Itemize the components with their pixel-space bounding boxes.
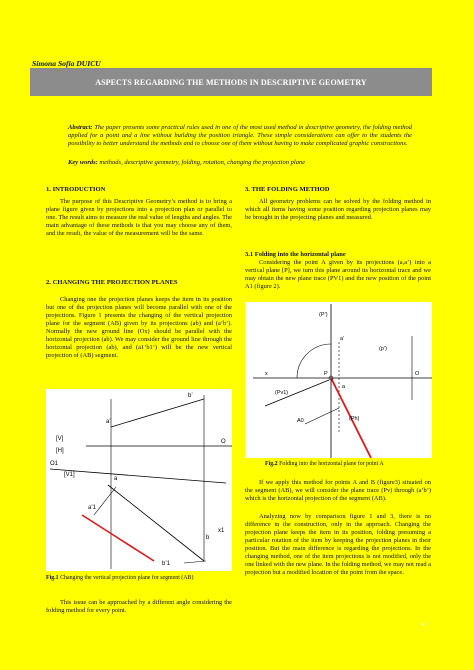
- changing-text: Changing one the projection planes keeps the item in its position but one of the projection planes will become parallel with one of the projections. Figure 1 presents the changing of the vertical projection plane for the segment (AB) given by its projections (ab) and (a’b’). Normally the new ground line (Ox) should be parallel with the horizontal projection (ab). We may consider the ground line through the horizontal projection (ab), and (a1’b1’) will be the new vertical projection of (AB) segment.: [46, 296, 232, 360]
- label-v1: [V1]: [64, 472, 75, 478]
- label-ph: (Ph): [349, 416, 360, 422]
- fig2-caption: [265, 461, 431, 467]
- label-b1-prime: b’1: [162, 561, 171, 567]
- issue-text: This issue can be approached by a different angle considering the folding method for every point.: [46, 599, 232, 615]
- page-number: 41: [421, 622, 427, 628]
- label-a0: A0: [297, 418, 304, 424]
- keywords-text: methods, descriptive geometry, folding, rotation, changing the projection plane: [99, 159, 306, 166]
- fig1-caption-text: Changing the vertical projection plane for segment (AB): [60, 575, 194, 581]
- intro-heading: 1. INTRODUCTION: [46, 186, 106, 193]
- abstract-text: The paper presents some practical rules used in one of the most used method in descriptive geometry, the folding method applied for a point and a line without building the position triangle. These simple considerations can offer to the students the possibility to better understand the methods and to choose one of them without having to make complicated graphic constructions.: [68, 124, 412, 148]
- folding-text: All geometry problems can be solved by the folding method in which all items having some position regarding projection planes may be brought in the projecting planes and measured.: [245, 198, 431, 222]
- label-p-prime-lower: (p’): [379, 346, 387, 352]
- keywords-label: Key words:: [68, 159, 98, 166]
- label-a-prime: a’: [340, 336, 345, 342]
- figure-2-frame: [245, 302, 432, 458]
- sub-text: Considering the point A given by its projections (a,a’) into a vertical plane [P], we turn this plane around its horizontal trace and we may obtain the new plane trace (PV1) and the new position of the point A1 (figure 2).: [245, 259, 431, 291]
- label-o: O: [415, 371, 420, 377]
- sub-heading: 3.1 Folding into the horizontal plane: [245, 251, 346, 258]
- folding-heading: 3. THE FOLDING METHOD: [245, 186, 330, 193]
- title-bar: [30, 68, 432, 96]
- fig1-caption-label: Fig.1: [46, 575, 59, 581]
- label-x: x: [265, 371, 268, 377]
- label-a1-prime: a’1: [88, 505, 97, 511]
- fig1-caption: [46, 575, 232, 581]
- fig2-caption-text: Folding into the horizontal plane for point A: [279, 461, 384, 467]
- author-name: Simona Sofia DUICU: [32, 59, 101, 68]
- label-a-prime: a’: [106, 419, 111, 425]
- label-o: O: [221, 439, 226, 445]
- keywords: [68, 159, 412, 166]
- figure-2: [245, 302, 432, 458]
- analyzing-text: Analyzing now by comparison figure 1 and 3, there is no difference in the construction, only in the approach. Changing the projection plane keeps the item in its position, folding presuming a particular rotation of the item by keeping the projection planes in their position. But the main difference is regarding the projections. In the changing method, one of the item projections is not modified, only the one linked with the new plane. In the folding method, we may not read a projection but a modified location of the point from the space.: [245, 513, 431, 577]
- label-h: [H]: [56, 448, 64, 454]
- abstract-label: Abstract:: [68, 124, 93, 131]
- label-o1: O1: [50, 461, 59, 467]
- label-p: P: [324, 371, 328, 377]
- label-b-prime: b’: [188, 393, 193, 399]
- label-x1: x1: [218, 528, 225, 534]
- label-pv1: (Pv1): [275, 390, 289, 396]
- label-v: [V]: [56, 436, 64, 442]
- changing-heading: 2. CHANGING THE PROJECTION PLANES: [46, 279, 178, 286]
- label-p-prime: (P’): [319, 312, 328, 318]
- intro-text: The purpose of this Descriptive Geometry’s method is to bring a plane figure given by projections into a projection plan or parallel to one. The result aims to measure the real value of lengths and angles. The main advantage of these methods is that you may choose any of them, and the result, the value of the measurement will be the same.: [46, 198, 232, 238]
- abstract: [68, 124, 412, 148]
- fig2-caption-label: Fig.2: [265, 461, 278, 467]
- label-a: a: [342, 384, 346, 390]
- apply-text: If we apply this method for points A and B (figure3) situated on the segment (AB), we will consider the plane trace (Pv) through (a’b’) which is the horizontal projection of the segment (AB).: [245, 479, 431, 503]
- label-b: b: [206, 535, 210, 541]
- paper-title: ASPECTS REGARDING THE METHODS IN DESCRIPTIVE GEOMETRY: [95, 77, 367, 87]
- figure-1: [46, 389, 232, 571]
- label-a: a: [114, 476, 118, 482]
